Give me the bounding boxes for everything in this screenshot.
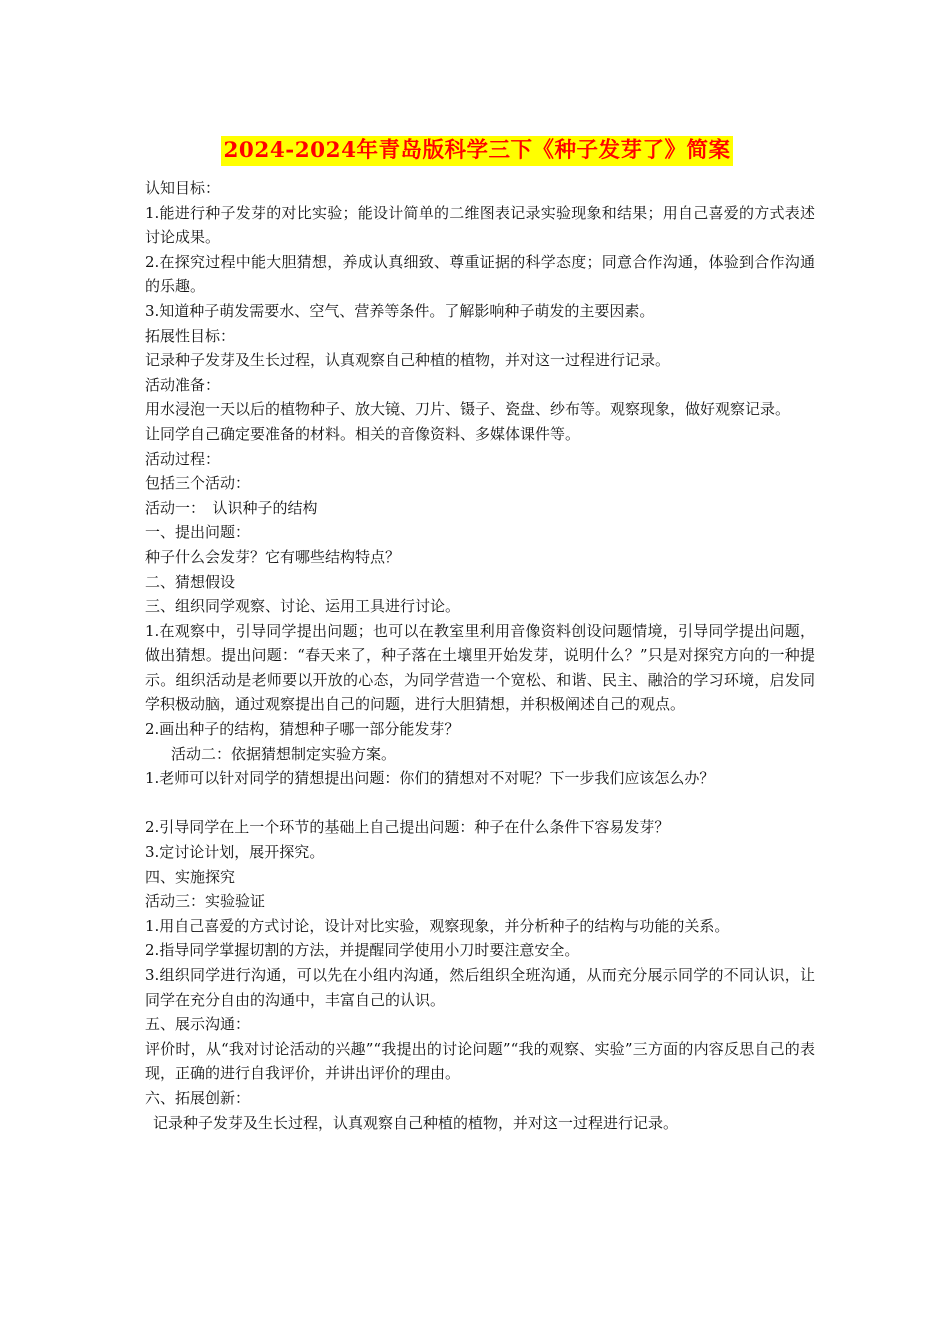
heading-observe-discuss: 三、组织同学观察、讨论、运用工具进行讨论。 (145, 597, 461, 616)
paragraph-activity-three-2: 2.指导同学掌握切割的方法，并提醒同学使用小刀时要注意安全。 (145, 941, 580, 960)
heading-activity-three: 活动三：实验验证 (145, 892, 266, 911)
paragraph-goal-1: 1.能进行种子发芽的对比实验；能设计简单的二维图表记录实验现象和结果；用自己喜爱的方式表述讨论成果。 (145, 203, 815, 247)
heading-cognitive-goals: 认知目标： (145, 179, 221, 197)
paragraph-extended-goal: 记录种子发芽及生长过程，认真观察自己种植的植物，并对这一过程进行记录。 (145, 351, 671, 370)
heading-preparation: 活动准备： (145, 375, 221, 394)
paragraph-preparation-1: 用水浸泡一天以后的植物种子、放大镜、刀片、镊子、瓷盘、纱布等。观察现象，做好观察记录。 (145, 400, 791, 419)
paragraph-activity-two-2: 2.引导同学在上一个环节的基础上自己提出问题：种子在什么条件下容易发芽？ (145, 818, 670, 837)
heading-extended-goals: 拓展性目标： (145, 326, 236, 345)
paragraph-preparation-2: 让同学自己确定要准备的材料。相关的音像资料、多媒体课件等。 (145, 424, 581, 443)
heading-process: 活动过程： (145, 449, 221, 468)
heading-extension: 六、拓展创新： (145, 1088, 251, 1107)
paragraph-goal-3: 3.知道种子萌发需要水、空气、营养等条件。了解影响种子萌发的主要因素。 (145, 301, 655, 320)
document-title: 2024-2024年青岛版科学三下《种子发芽了》简案 (221, 136, 732, 166)
paragraph-observe-2: 2.画出种子的结构，猜想种子哪一部分能发芽？ (145, 720, 460, 739)
paragraph-extension: 记录种子发芽及生长过程，认真观察自己种植的植物，并对这一过程进行记录。 (153, 1113, 679, 1132)
paragraph-three-activities: 包括三个活动： (145, 474, 251, 493)
heading-raise-question: 一、提出问题： (145, 523, 251, 542)
document-page (145, 128, 815, 1135)
heading-activity-one: 活动一： 认识种子的结构 (145, 498, 318, 517)
heading-hypothesis: 二、猜想假设 (145, 572, 236, 591)
heading-activity-two: 活动二：依据猜想制定实验方案。 (171, 744, 397, 763)
paragraph-activity-three-1: 1.用自己喜爱的方式讨论，设计对比实验，观察现象，并分析种子的结构与功能的关系。 (145, 916, 730, 935)
document-body (145, 176, 815, 1135)
heading-implement: 四、实施探究 (145, 867, 236, 886)
blank-line (145, 791, 815, 816)
title-row (139, 128, 815, 176)
paragraph-goal-2: 2.在探究过程中能大胆猜想，养成认真细致、尊重证据的科学态度；同意合作沟通，体验到合作沟通的乐趣。 (145, 252, 815, 296)
paragraph-evaluation: 评价时，从“我对讨论活动的兴趣”“我提出的讨论问题”“我的观察、实验”三方面的内容反思自己的表现，正确的进行自我评价，并讲出评价的理由。 (145, 1039, 815, 1083)
heading-show-communicate: 五、展示沟通： (145, 1015, 251, 1034)
paragraph-observe-1: 1.在观察中，引导同学提出问题；也可以在教室里利用音像资料创设问题情境，引导同学提出问题，做出猜想。提出问题：“春天来了，种子落在土壤里开始发芽，说明什么？”只是对探究方向的一种提示。组织活动是老师要以开放的心态，为同学营造一个宽松、和谐、民主、融洽的学习环境，启发同学积极动脑，通过观察提出自己的问题，进行大胆猜想，并积极阐述自己的观点。 (145, 621, 815, 714)
paragraph-question: 种子什么会发芽？它有哪些结构特点？ (145, 547, 401, 566)
paragraph-activity-two-1: 1.老师可以针对同学的猜想提出问题：你们的猜想对不对呢？下一步我们应该怎么办？ (145, 769, 715, 788)
paragraph-activity-three-3: 3.组织同学进行沟通，可以先在小组内沟通，然后组织全班沟通，从而充分展示同学的不同认识，让同学在充分自由的沟通中，丰富自己的认识。 (145, 966, 815, 1009)
paragraph-activity-two-3: 3.定讨论计划，展开探究。 (145, 843, 325, 862)
